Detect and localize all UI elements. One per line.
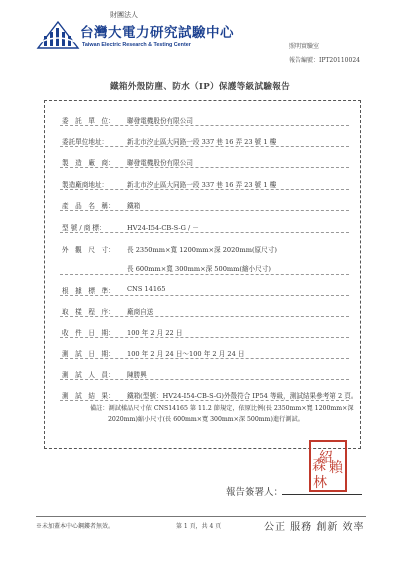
row-divider bbox=[60, 337, 349, 338]
org-name-en: Taiwan Electric Research & Testing Center bbox=[82, 42, 191, 48]
field-label-sampling: 取 樣 程 序： bbox=[62, 308, 115, 316]
row-divider bbox=[60, 167, 349, 168]
field-value-result: 鐵箱(型號：HV24-I54-CB-S-G)外殼符合 IP54 等級，測試結果參考第 2 頁。 bbox=[127, 392, 358, 400]
row-divider bbox=[60, 125, 349, 126]
note-line-2: 2020mm)縮小尺寸(長 600mm×寬 300mm×深 500mm)進行測試。 bbox=[108, 416, 304, 423]
report-title: 鐵箱外殼防塵、防水（IP）保護等級試驗報告 bbox=[109, 82, 291, 92]
org-prefix: 財團法人 bbox=[110, 11, 138, 19]
row-divider bbox=[60, 379, 349, 380]
row-divider bbox=[60, 274, 349, 275]
stamp-char: 賴 bbox=[329, 460, 343, 476]
field-label-client: 委 託 單 位： bbox=[62, 117, 115, 125]
terc-logo-icon bbox=[36, 20, 80, 50]
field-value-dimensions-original: 長 2350mm×寬 1200mm×深 2020mm(原尺寸) bbox=[127, 246, 277, 254]
field-label-manufacturer: 製 造 廠 商： bbox=[62, 159, 115, 167]
row-divider bbox=[60, 400, 349, 401]
field-value-manufacturer-address: 新北市汐止區大同路一段 337 巷 16 弄 23 號 1 樓 bbox=[127, 181, 277, 189]
field-value-received-date: 100 年 2 月 22 日 bbox=[127, 329, 183, 337]
field-label-test-date: 測 試 日 期： bbox=[62, 350, 115, 358]
field-label-dimensions: 外 觀 尺 寸： bbox=[62, 246, 115, 254]
field-label-received-date: 收 件 日 期： bbox=[62, 329, 115, 337]
field-value-model: HV24-I54-CB-S-G / － bbox=[127, 224, 199, 232]
report-number: 報告編號：IPT20110024 bbox=[289, 57, 360, 64]
signatory-label: 報告簽署人： bbox=[226, 487, 284, 498]
field-label-client-address: 委託單位地址： bbox=[62, 138, 109, 146]
signature-seal-icon bbox=[307, 438, 349, 494]
row-divider bbox=[60, 146, 349, 147]
field-label-model: 型 號 / 商 標： bbox=[62, 224, 106, 232]
field-value-dimensions-scaled: 長 600mm×寬 300mm×深 500mm(縮小尺寸) bbox=[127, 265, 271, 273]
stamp-char: 林 bbox=[313, 475, 327, 491]
row-divider bbox=[60, 316, 349, 317]
field-label-manufacturer-address: 製造廠商地址： bbox=[62, 181, 109, 189]
footer-disclaimer: ※未加蓋本中心鋼鏤者無效。 bbox=[36, 523, 115, 530]
stamp-char: 森 bbox=[312, 458, 326, 474]
signature-line bbox=[282, 494, 362, 495]
row-divider bbox=[60, 189, 349, 190]
org-name-zh: 台灣大電力研究試驗中心 bbox=[80, 25, 234, 41]
footer-slogan: 公正 服務 創新 效率 bbox=[264, 522, 365, 533]
field-label-standard: 根 據 標 準： bbox=[62, 287, 115, 295]
row-divider bbox=[60, 358, 349, 359]
row-divider bbox=[60, 232, 349, 233]
footer-rule bbox=[36, 516, 366, 517]
field-value-client-address: 新北市汐止區大同路一段 337 巷 16 弄 23 號 1 樓 bbox=[127, 138, 277, 146]
lab-name: 照明實驗室 bbox=[289, 43, 320, 50]
field-label-product-name: 產 品 名 稱： bbox=[62, 202, 115, 210]
stamp-char: 紹 bbox=[319, 450, 333, 466]
page-number: 第 1 頁，共 4 頁 bbox=[176, 523, 222, 530]
field-value-test-date: 100 年 2 月 24 日～100 年 2 月 24 日 bbox=[127, 350, 245, 358]
note-line-1: 備註：測試樣品尺寸依 CNS14165 第 11.2 節規定，依原比例(長 2350mm×寬 1200mm×深 bbox=[90, 405, 354, 412]
field-value-sampling: 廠商自送 bbox=[127, 308, 154, 316]
field-value-tester: 陳勝興 bbox=[127, 371, 147, 379]
field-value-product-name: 鐵箱 bbox=[127, 202, 141, 210]
field-value-standard: CNS 14165 bbox=[127, 285, 166, 293]
field-value-manufacturer: 聯發電機股份有限公司 bbox=[127, 159, 193, 167]
row-divider bbox=[60, 295, 349, 296]
field-label-result: 測 試 結 果： bbox=[62, 392, 115, 400]
row-divider bbox=[60, 210, 349, 211]
field-label-tester: 測 試 人 員： bbox=[62, 371, 115, 379]
field-value-client: 聯發電機股份有限公司 bbox=[127, 117, 193, 125]
